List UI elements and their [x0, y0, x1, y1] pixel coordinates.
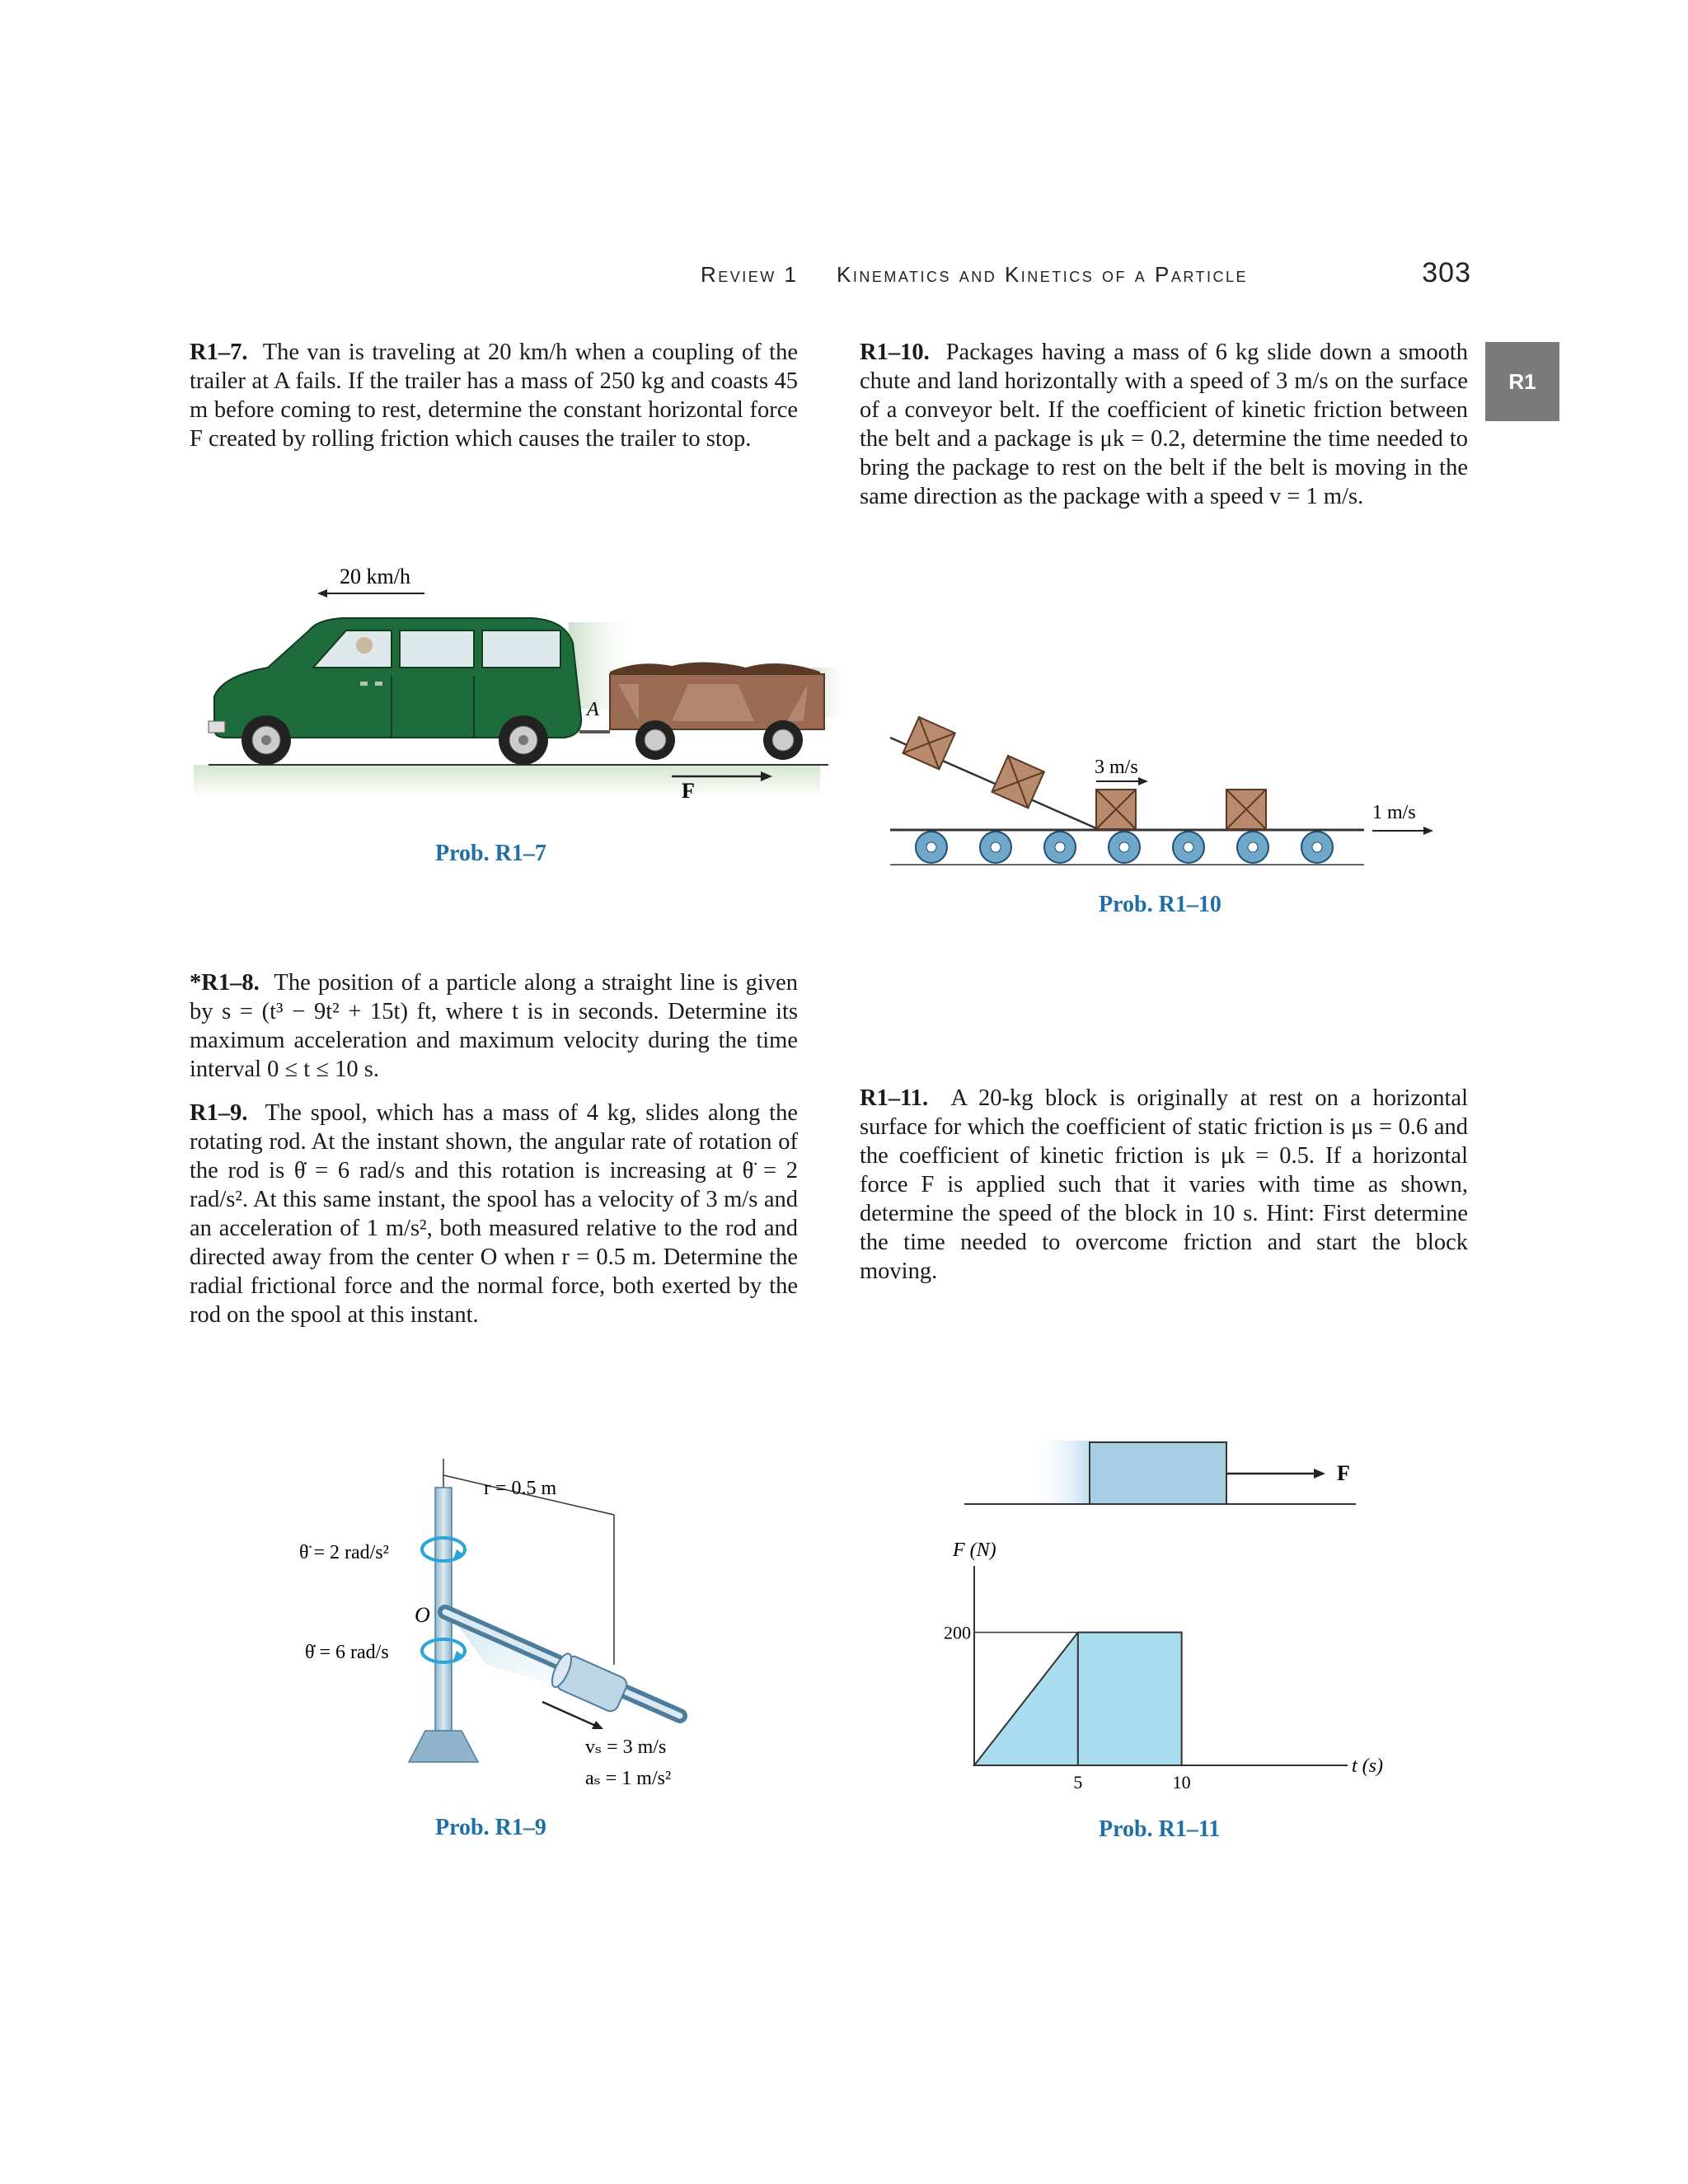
- problem-number: *R1–8.: [190, 970, 260, 996]
- problem-text: A 20-kg block is originally at rest on a horizontal surface for which the coefficient of static friction is μs = 0.6 and the coefficient of kinetic friction is μk = 0.5. If a horizontal force F is applied such that it varies with time as shown, determine the speed of the block in 10 s. Hint: First determine the time needed to overcome friction and start the block moving.: [860, 1085, 1468, 1284]
- chapter-label: Review 1: [701, 262, 799, 287]
- spool: [548, 1651, 629, 1713]
- x-tick-label: 5: [1073, 1772, 1083, 1793]
- spool-acceleration-label: aₛ = 1 m/s²: [585, 1768, 672, 1789]
- van-bumper: [209, 721, 225, 733]
- package-on-chute: [903, 717, 954, 769]
- theta-dot-label: θ̇ = 6 rad/s: [305, 1642, 389, 1663]
- problem-r1-7: [190, 338, 798, 453]
- figure-block-force: [931, 1434, 1409, 1797]
- shaft-base: [409, 1731, 478, 1762]
- problem-number: R1–7.: [190, 340, 248, 365]
- section-title: Kinematics and Kinetics of a Particle: [837, 262, 1249, 287]
- block: [1090, 1442, 1226, 1504]
- problem-r1-8: [190, 968, 798, 1084]
- package-speed-label: 3 m/s: [1095, 757, 1138, 778]
- rollers: [916, 832, 1333, 863]
- caption-r1-9: Prob. R1–9: [435, 1815, 546, 1840]
- y-axis-label: F (N): [953, 1540, 996, 1561]
- problem-number: R1–11.: [860, 1085, 929, 1111]
- problem-text: Packages having a mass of 6 kg slide down a smooth chute and land horizontally with a speed of 3 m/s on the surface of a conveyor belt. If the coefficient of kinetic friction between the belt and a package is μk = 0.2, determine the time needed to bring the package to rest on the belt if the belt is moving in the same direction as the package with a speed v = 1 m/s.: [860, 340, 1469, 509]
- force-time-graph: [944, 1540, 1383, 1793]
- running-header: [701, 257, 1471, 298]
- belt-speed-label: 1 m/s: [1372, 802, 1416, 823]
- x-tick-label: 10: [1172, 1772, 1191, 1793]
- figure-spool-rod: [280, 1451, 742, 1797]
- package-on-chute: [992, 756, 1043, 808]
- figure-conveyor: [886, 701, 1447, 865]
- package-on-belt: [1096, 790, 1136, 829]
- problem-text: The position of a particle along a straight line is given by s = (t³ − 9t² + 15t) ft, where t is in seconds. Determine its maximum acceleration and maximum velocity during the time interval 0 ≤ t ≤ 10 s.: [190, 970, 798, 1082]
- y-tick-label: 200: [944, 1622, 971, 1643]
- package-on-belt: [1226, 790, 1266, 829]
- trailer-wheel-2: [763, 720, 803, 760]
- trailer-wheel-1: [635, 720, 675, 760]
- radius-label: r = 0.5 m: [484, 1478, 557, 1499]
- spool-velocity-label: vₛ = 3 m/s: [585, 1736, 667, 1758]
- caption-r1-7: Prob. R1–7: [435, 841, 546, 866]
- figure-van-trailer: [177, 552, 861, 799]
- point-a-label: A: [587, 699, 599, 720]
- theta-ddot-label: θ̈ = 2 rad/s²: [299, 1542, 389, 1563]
- trailer-load: [610, 662, 820, 674]
- x-axis-label: t (s): [1352, 1755, 1383, 1777]
- applied-force-label: F: [1337, 1461, 1350, 1485]
- problem-r1-10: [860, 338, 1468, 511]
- van-front-wheel: [241, 715, 291, 765]
- ground-shadow: [194, 765, 820, 798]
- problem-r1-9: [190, 1099, 798, 1329]
- caption-r1-10: Prob. R1–10: [1099, 892, 1221, 917]
- driver-head: [356, 637, 373, 654]
- block-motion-blur: [1030, 1441, 1090, 1503]
- caption-r1-11: Prob. R1–11: [1099, 1816, 1221, 1842]
- page-number: 303: [1422, 257, 1471, 288]
- center-o-label: O: [415, 1603, 430, 1627]
- problem-number: R1–10.: [860, 340, 930, 365]
- speed-label: 20 km/h: [340, 565, 410, 588]
- spool-velocity-arrow: [542, 1702, 598, 1727]
- van-rear-wheel: [499, 715, 548, 765]
- problem-text: The van is traveling at 20 km/h when a coupling of the trailer at A fails. If the trailer has a mass of 250 kg and coasts 45 m before coming to rest, determine the constant horizontal force F created by rolling friction which causes the trailer to stop.: [190, 340, 798, 452]
- problem-r1-11: [860, 1084, 1468, 1286]
- force-label: F: [682, 779, 695, 799]
- problem-text: The spool, which has a mass of 4 kg, slides along the rotating rod. At the instant shown, the angular rate of rotation of the rod is θ̇ = 6 rad/s and this rotation is increasing at θ̈ = 2 rad/s². At this same instant, the spool has a velocity of 3 m/s and an acceleration of 1 m/s², both measured relative to the rod and directed away from the center O when r = 0.5 m. Determine the radial frictional force and the normal force, both exerted by the rod on the spool at this instant.: [190, 1100, 798, 1328]
- problem-number: R1–9.: [190, 1100, 248, 1126]
- chapter-tab: R1: [1485, 342, 1559, 421]
